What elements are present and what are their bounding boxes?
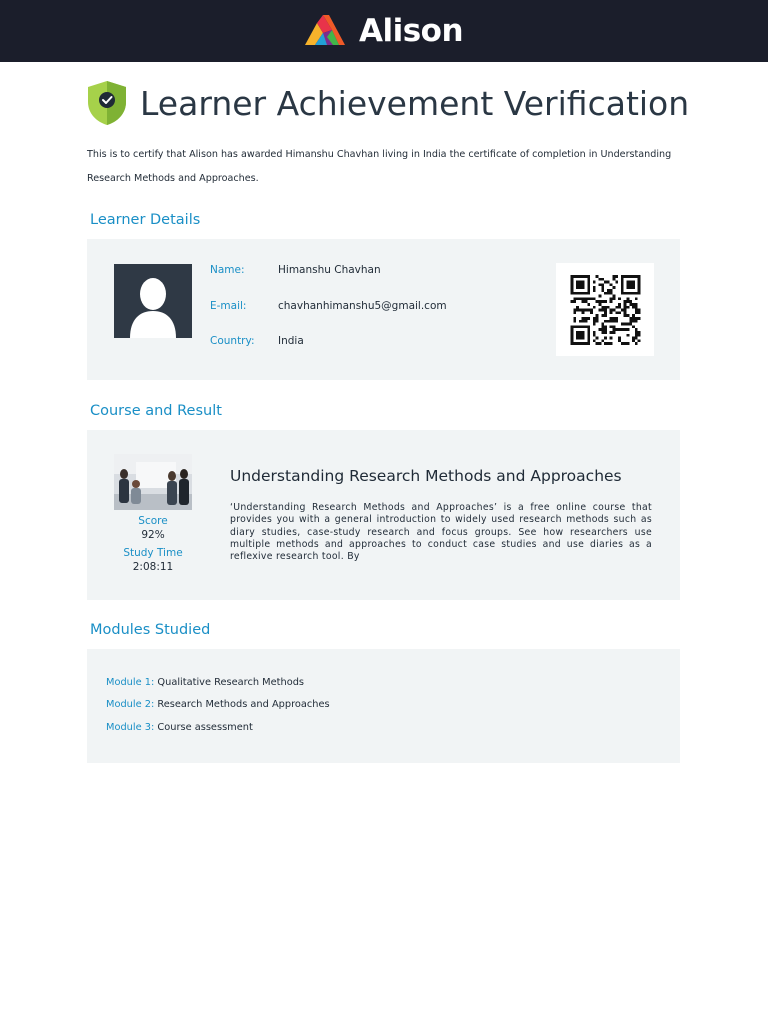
avatar <box>114 264 192 338</box>
page-title: Learner Achievement Verification <box>140 83 690 123</box>
score-value: 92% <box>141 529 165 541</box>
module-name: Course assessment <box>157 722 253 733</box>
top-bar <box>0 0 768 62</box>
study-time-value: 2:08:11 <box>132 561 174 573</box>
learner-name: Himanshu Chavhan <box>278 264 381 276</box>
country-label: Country: <box>210 335 255 347</box>
name-label: Name: <box>210 264 245 276</box>
qr-code-icon <box>569 275 642 345</box>
list-item <box>106 677 304 688</box>
learner-email: chavhanhimanshu5@gmail.com <box>278 300 447 312</box>
module-label: Module 2: <box>106 699 155 710</box>
module-label: Module 3: <box>106 722 155 733</box>
score-label: Score <box>138 515 168 527</box>
qr-code[interactable] <box>556 263 654 356</box>
modules-panel <box>87 649 680 763</box>
brand-name: Alison <box>358 13 464 49</box>
course-title[interactable]: Understanding Research Methods and Approaches <box>230 467 622 485</box>
email-label: E-mail: <box>210 300 247 312</box>
learner-country: India <box>278 335 304 347</box>
alison-logo-icon <box>305 15 355 47</box>
list-item <box>106 722 253 733</box>
course-description: ‘Understanding Research Methods and Approaches’ is a free online course that provides you with a general introduction to widely used research methods such as diary studies, case-study research and focus groups. See how researchers use multiple methods and approaches to conduct case studies and use diaries as a reflexive research tool. By <box>230 502 652 563</box>
course-photo-icon <box>114 454 192 510</box>
verified-shield-icon <box>86 80 128 126</box>
certificate-statement: This is to certify that Alison has awarded Himanshu Chavhan living in India the certificate of completion in Understanding Research Methods and Approaches. <box>87 149 672 184</box>
user-silhouette-icon <box>114 264 192 338</box>
learner-details-heading: Learner Details <box>90 212 201 228</box>
course-thumbnail <box>114 454 192 510</box>
list-item <box>106 699 330 710</box>
module-name: Qualitative Research Methods <box>157 677 305 688</box>
learner-details-panel <box>87 239 680 380</box>
study-time-label: Study Time <box>123 547 183 559</box>
alison-logo[interactable] <box>305 13 463 49</box>
modules-heading: Modules Studied <box>90 622 211 638</box>
course-result-heading: Course and Result <box>90 403 222 419</box>
title-row <box>86 80 689 126</box>
course-result-panel <box>87 430 680 600</box>
module-name: Research Methods and Approaches <box>157 699 330 710</box>
module-label: Module 1: <box>106 677 155 688</box>
